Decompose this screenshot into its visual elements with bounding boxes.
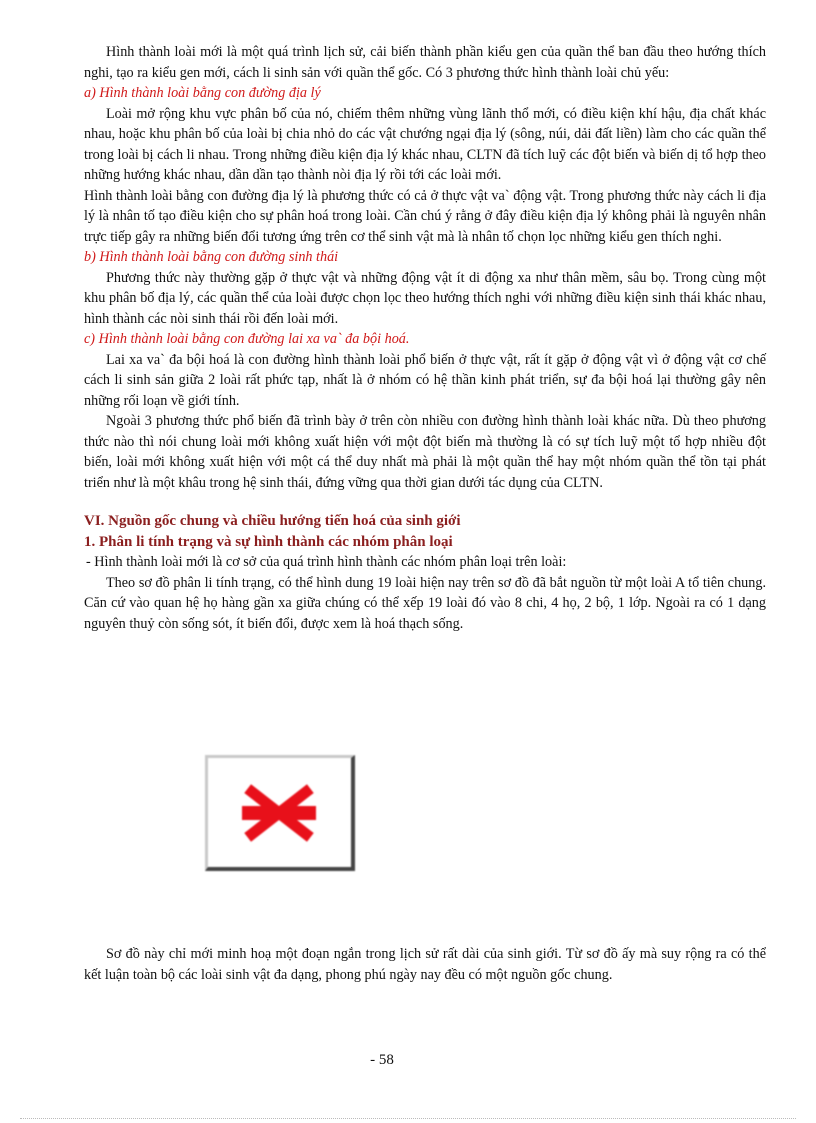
paragraph-a2: Hình thành loài bằng con đường địa lý là phương thức có cả ở thực vật va` động vật. Trong phương thức này cách li địa lý là nhân tố tạo điều kiện cho sự phân hoá trong loài. Cần chú ý rằng ở đây điều kiện địa lý không phải là nguyên nhân trực tiếp gây ra những biến đổi tương ứng trên cơ thể sinh vật mà là nhân tố chọn lọc những kiểu gen thích nghi. [84,187,766,245]
paragraph-b1: Phương thức này thường gặp ở thực vật và những động vật ít di động xa như thân mềm, sâu bọ. Trong cùng một khu phân bố địa lý, các quần thể của loài được chọn lọc theo hướng thích nghi với những điều kiện sinh thái khác nhau, hình thành các nòi sinh thái rồi đến loài mới. [84,269,766,327]
intro-paragraph: Hình thành loài mới là một quá trình lịch sử, cải biến thành phần kiểu gen của quần thể ban đầu theo hướng thích nghi, tạo ra kiểu gen mới, cách li sinh sản với quần thể gốc. Có 3 phương thức hình thành loài chủ yếu: [84,44,766,81]
paragraph-a1: Loài mở rộng khu vực phân bố của nó, chiếm thêm những vùng lãnh thổ mới, có điều kiện khí hậu, địa chất khác nhau, hoặc khu phân bố của loài bị chia nhỏ do các vật chướng ngại địa lý (sông, núi, dải đất liền) làm cho các quần thể trong loài bị cách li nhau. Trong những điều kiện địa lý khác nhau, CLTN đã tích luỹ các đột biến và biến dị tổ hợp theo những hướng khác nhau, dần dần tạo thành nòi địa lý rồi tới các loài mới. [84,105,766,183]
paragraph-c2: Ngoài 3 phương thức phổ biến đã trình bày ở trên còn nhiều con đường hình thành loài khác nữa. Dù theo phương thức nào thì nói chung loài mới không xuất hiện với một đột biến mà thường là có sự tích luỹ một tổ hợp nhiều đột biến, loài mới không xuất hiện với một cá thể duy nhất mà phải là một quần thể hay một nhóm quần thể tồn tại phát triển như là một khâu trong hệ sinh thái, đứng vững qua thời gian dưới tác dụng của CLTN. [84,413,766,491]
subheading-b: b) Hình thành loài bằng con đường sinh thái [84,249,339,265]
section-gap [84,493,766,511]
broken-image-icon [208,758,351,867]
page-number-label: - 58 [370,1052,394,1068]
subheading-c: c) Hình thành loài bằng con đường lai xa va` đa bội hoá. [84,331,410,347]
subheading-a: a) Hình thành loài bằng con đường địa lý [84,85,321,101]
closing-text [84,944,766,985]
page-bottom-divider [20,1118,796,1119]
paragraph-c1: Lai xa va` đa bội hoá là con đường hình thành loài phổ biến ở thực vật, rất ít gặp ở động vật vì ở động vật cơ chế cách li sinh sản giữa 2 loài rất phức tạp, nhất là ở nhóm có hệ thần kinh phát triển, sự đa bội hoá lại thường gây nên những rối loạn về giới tính. [84,351,766,409]
paragraph-closing: Sơ đồ này chỉ mới minh hoạ một đoạn ngắn trong lịch sử rất dài của sinh giới. Từ sơ đồ ấy mà suy rộng ra có thể kết luận toàn bộ các loài sinh vật đa dạng, phong phú ngày nay đều có một nguồn gốc chung. [84,946,766,983]
page-number [0,1052,816,1069]
heading-vi: VI. Nguồn gốc chung và chiều hướng tiến hoá của sinh giới [84,513,461,529]
heading-1: 1. Phân li tính trạng và sự hình thành các nhóm phân loại [84,533,453,550]
main-text [84,42,766,634]
broken-image-placeholder [205,755,355,871]
paragraph-1b: Theo sơ đồ phân li tính trạng, có thể hình dung 19 loài hiện nay trên sơ đồ đã bắt nguồn từ một loài A tổ tiên chung. Căn cứ vào quan hệ họ hàng gần xa giữa chúng có thể xếp 19 loài đó vào 8 chi, 4 họ, 2 bộ, 1 lớp. Ngoài ra có 1 dạng nguyên thuỷ còn sống sót, ít biến đổi, được xem là hoá thạch sống. [84,574,766,632]
paragraph-1a: - Hình thành loài mới là cơ sở của quá trình hình thành các nhóm phân loại trên loài: [86,554,567,570]
